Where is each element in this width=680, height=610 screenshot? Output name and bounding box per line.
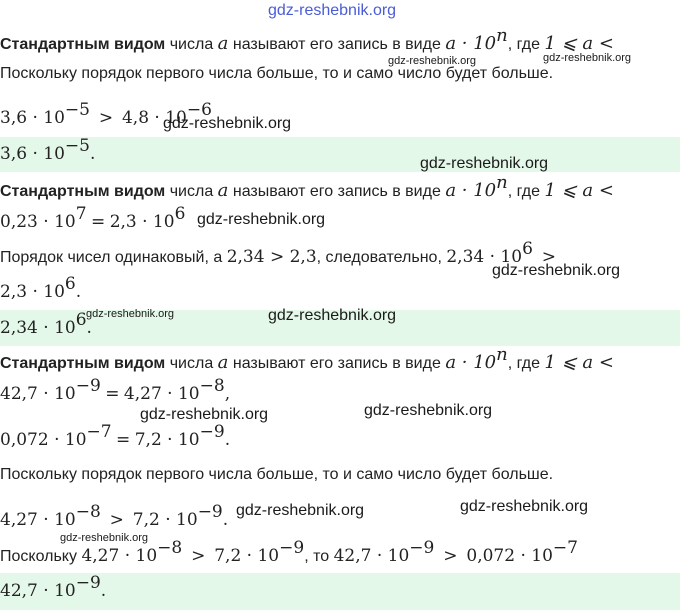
definition-term: Стандартным видом (0, 355, 166, 372)
watermark: gdz-reshebnik.org (163, 115, 292, 132)
answer-3: $42,7 \cdot 10^{-9}$. (0, 573, 107, 601)
reasoning-line-1: Поскольку порядок первого числа больше, то и само число будет больше. (0, 65, 554, 82)
comparison-line-1: $3,6 \cdot 10^{-5} > 4,8 \cdot 10^{-6}$ (0, 100, 212, 128)
watermark: gdz-reshebnik.org (268, 307, 397, 324)
conversion-line-3b: $0,072 \cdot 10^{-7} = 7,2 \cdot 10^{-9}$. (0, 422, 231, 450)
watermark-top: gdz-reshebnik.org (268, 2, 397, 19)
comparison-line-3: $4,27 \cdot 10^{-8} > 7,2 \cdot 10^{-9}$. (0, 502, 229, 530)
conversion-line-3a: $42,7 \cdot 10^{-9} = 4,27 \cdot 10^{-8}$, (0, 376, 231, 404)
watermark: gdz-reshebnik.org (420, 155, 549, 172)
watermark: gdz-reshebnik.org (60, 532, 149, 544)
reasoning-line-2-wrap: $2,3 \cdot 10^6$. (0, 274, 82, 302)
watermark: gdz-reshebnik.org (197, 211, 326, 228)
watermark: gdz-reshebnik.org (364, 402, 493, 419)
watermark: gdz-reshebnik.org (388, 55, 477, 67)
watermark: gdz-reshebnik.org (460, 498, 589, 515)
reasoning-line-3: Поскольку порядок первого числа больше, то и само число будет больше. (0, 466, 554, 483)
answer-band-1 (0, 137, 680, 172)
watermark: gdz-reshebnik.org (492, 262, 621, 279)
definition-line-3: Стандартным видом числа a называют его запись в виде $a \cdot 10^n$, где 1 ⩽ a < (0, 344, 614, 373)
definition-term: Стандартным видом (0, 183, 166, 200)
definition-term: Стандартным видом (0, 36, 166, 53)
answer-1: $3,6 \cdot 10^{-5}$. (0, 136, 96, 164)
conversion-line-2: $0,23 \cdot 10^7 = 2,3 \cdot 10^6$ (0, 204, 186, 232)
watermark: gdz-reshebnik.org (543, 52, 632, 64)
definition-line-2: Стандартным видом числа a называют его запись в виде $a \cdot 10^n$, где 1 ⩽ a < (0, 172, 614, 201)
definition-line-1: Стандартным видом числа a называют его запись в виде $a \cdot 10^n$, где 1 ⩽ a < (0, 25, 614, 54)
answer-2: $2,34 \cdot 10^6$. (0, 310, 92, 338)
reasoning-line-2: Порядок чисел одинаковый, а 2,34 > 2,3, следовательно, $2,34 \cdot 10^6$ > (0, 239, 557, 267)
watermark: gdz-reshebnik.org (236, 502, 365, 519)
final-comparison-line: Поскольку $4,27 \cdot 10^{-8} > 7,2 \cdot 10^{-9}$, то $42,7 \cdot 10^{-9} > 0,072 \cdot 10^{-7}$ (0, 538, 578, 566)
watermark: gdz-reshebnik.org (140, 406, 269, 423)
watermark: gdz-reshebnik.org (86, 308, 175, 320)
